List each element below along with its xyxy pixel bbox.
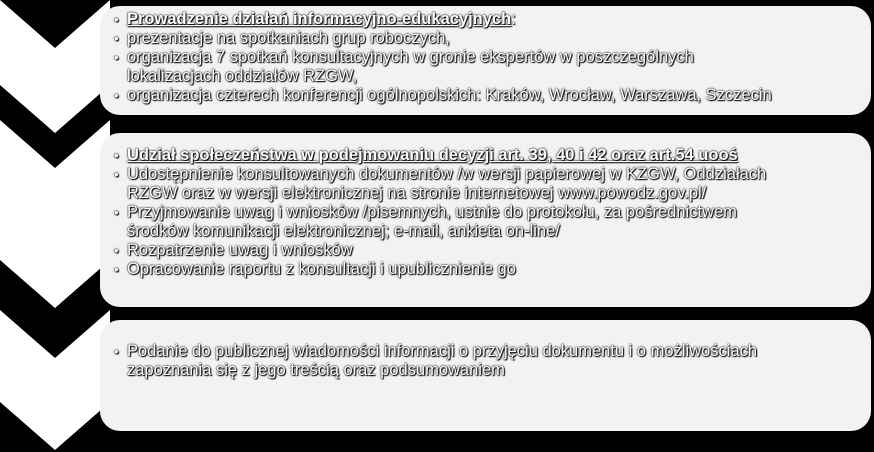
step-2-item-continuation: RZGW oraz w wersji elektronicznej na stronie internetowej www.powodz.gov.pl/ xyxy=(127,184,707,202)
step-1-item: • organizacja czterech konferencji ogólnopolskich: Kraków, Wrocław, Warszawa, Szczecin xyxy=(114,86,863,105)
step-2-panel xyxy=(100,133,871,307)
step-2-list xyxy=(114,146,863,279)
step-1-heading-text: Prowadzenie działań informacyjno-edukacyjnych xyxy=(127,10,512,28)
step-2-item: • Przyjmowanie uwag i wniosków /pisemnych, ustnie do protokołu, za pośrednictwem xyxy=(114,203,863,222)
step-1-list xyxy=(114,10,863,105)
step-2-item-continuation: środków komunikacji elektronicznej; e-mail, ankieta on-line/ xyxy=(127,222,560,240)
step-1-item: • organizacja 7 spotkań konsultacyjnych w gronie ekspertów w poszczególnych xyxy=(114,48,863,67)
step-3-panel xyxy=(100,320,871,431)
chevron-step-1-icon xyxy=(0,0,110,135)
step-2-item: • Opracowanie raportu z konsultacji i upublicznienie go xyxy=(114,260,863,279)
step-3-item-continuation: zapoznania się z jego treścią oraz podsumowaniem xyxy=(127,361,505,379)
step-1-item-continuation: lokalizacjach oddziałów RZGW, xyxy=(127,67,358,85)
chevron-step-3-icon xyxy=(0,310,110,452)
step-2-item: • Udostępnienie konsultowanych dokumentów /w wersji papierowej w KZGW, Oddziałach xyxy=(114,165,863,184)
step-3-item: • Podanie do publicznej wiadomości informacji o przyjęciu dokumentu i o możliwościach xyxy=(114,342,863,361)
step-2-heading: • Udział społeczeństwa w podejmowaniu decyzji art. 39, 40 i 42 oraz art.54 uooś xyxy=(114,146,863,165)
step-1-item: • prezentacje na spotkaniach grup roboczych, xyxy=(114,29,863,48)
step-1-heading-colon: : xyxy=(511,10,516,28)
step-2-item: • Rozpatrzenie uwag i wniosków xyxy=(114,241,863,260)
chevron-step-2-icon xyxy=(0,120,110,310)
step-1-panel xyxy=(100,6,871,115)
step-3-list xyxy=(114,342,863,380)
step-1-heading xyxy=(114,10,863,29)
